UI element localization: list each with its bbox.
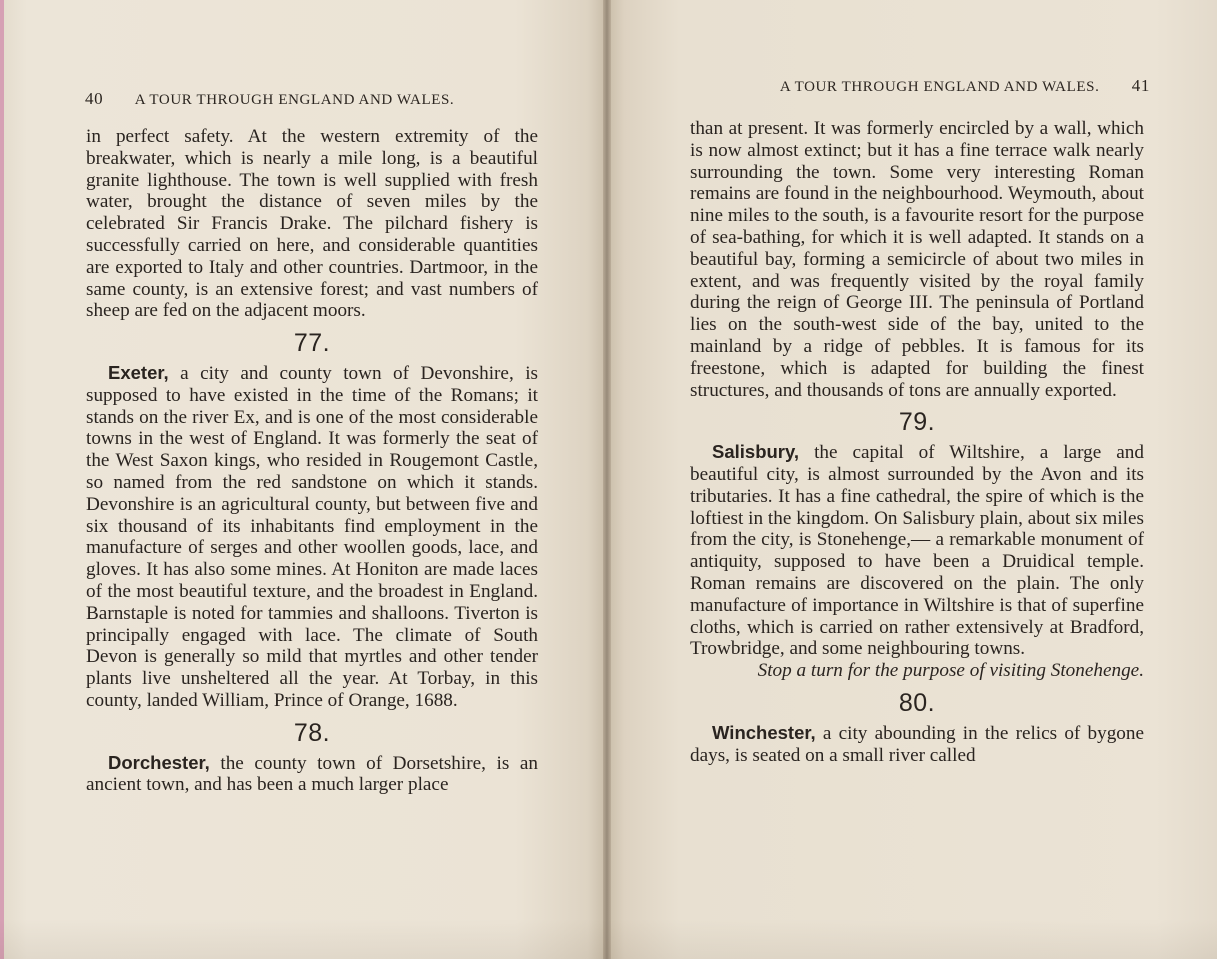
- section-78-paragraph: [86, 752, 538, 797]
- left-page: [0, 0, 606, 959]
- right-page-number: 41: [1131, 76, 1150, 95]
- left-continuation-paragraph: in perfect safety. At the western extremity of the breakwater, which is nearly a mile long, is a beautiful granite lighthouse. The town is well supplied with fresh water, brought the distance of seven miles by the celebrated Sir Francis Drake. The pilchard fishery is successfully carried on here, and considerable quantities are exported to Italy and other countries. Dartmoor, in the same county, is an extensive forest; and vast numbers of sheep are fed on the adjacent moors.: [86, 126, 538, 322]
- section-80-paragraph: [690, 722, 1144, 767]
- section-78-text: the county town of Dorsetshire, is an ancient town, and has been a much larger place: [86, 752, 538, 796]
- section-79-number: 79.: [898, 408, 936, 437]
- section-80-number: 80.: [898, 688, 936, 717]
- left-page-body: [86, 126, 538, 796]
- section-79-text: the capital of Wiltshire, a large and beautiful city, is almost surrounded by the Avon and its tributaries. It has a fine cathedral, the spire of which is the loftiest in the kingdom. On Salisbury plain, about six miles from the city, is Stonehenge,— a remarkable monument of antiquity, supposed to have been a Druidical temple. Roman remains are discovered on the plain. The only manufacture of importance in Wiltshire is that of superfine cloths, which is carried on rather extensively at Bradford, Trowbridge, and some neighbouring towns.: [690, 442, 1144, 660]
- section-77-lead: Exeter,: [108, 361, 169, 383]
- bottom-shadow: [0, 919, 1217, 959]
- book-gutter: [603, 0, 611, 959]
- page-edge-stain: [0, 0, 4, 959]
- section-79-paragraph: [690, 441, 1144, 660]
- left-running-title: A TOUR THROUGH ENGLAND AND WALES.: [134, 92, 455, 108]
- section-79-lead: Salisbury,: [712, 441, 800, 463]
- section-78-number: 78.: [293, 718, 331, 747]
- section-77-text: a city and county town of Devonshire, is supposed to have existed in the time of the Romans; it stands on the river Ex, and is one of the most considerable towns in the west of England. It was formerly the seat of the West Saxon kings, who resided in Rougemont Castle, so named from the red sandstone on which it stands. Devonshire is an agricultural county, but between five and six thousand of its inhabitants find employment in the manufacture of serges and other woollen goods, lace, and gloves. It has also some mines. At Honiton are made laces of the most beautiful texture, and the broadest in England. Barnstaple is noted for tammies and shalloons. Tiverton is principally engaged with lace. The climate of South Devon is generally so mild that myrtles and other tender plants live unsheltered all the year. At Torbay, in this county, landed William, Prince of Orange, 1688.: [86, 362, 538, 711]
- right-continuation-paragraph: than at present. It was formerly encircled by a wall, which is now almost extinct; but it has a fine terrace walk nearly surrounding the town. Some very interesting Roman remains are found in the neighbourhood. Weymouth, about nine miles to the south, is a favourite resort for the purpose of sea-bathing, for which it is well adapted. It stands on a beautiful bay, forming a semicircle of about two miles in extent, and was frequently visited by the royal family during the reign of George III. The peninsula of Portland lies on the south-west side of the bay, united to the mainland by a ridge of pebbles. It is famous for its freestone, which is adapted for building the finest structures, and thousands of tons are annually exported.: [690, 118, 1144, 401]
- left-page-number: 40: [85, 89, 104, 108]
- right-running-head: [740, 76, 1150, 96]
- section-77-paragraph: [86, 362, 538, 712]
- left-running-head: [85, 89, 505, 109]
- right-page: [606, 0, 1217, 959]
- section-78-lead: Dorchester,: [108, 751, 210, 773]
- section-77-number: 77.: [293, 329, 331, 358]
- section-80-lead: Winchester,: [712, 721, 816, 743]
- section-80-text: a city abounding in the relics of bygone days, is seated on a small river called: [690, 722, 1144, 766]
- right-running-title: A TOUR THROUGH ENGLAND AND WALES.: [779, 79, 1100, 95]
- section-79-note: Stop a turn for the purpose of visiting Stonehenge.: [757, 660, 1144, 682]
- right-page-body: [690, 118, 1144, 766]
